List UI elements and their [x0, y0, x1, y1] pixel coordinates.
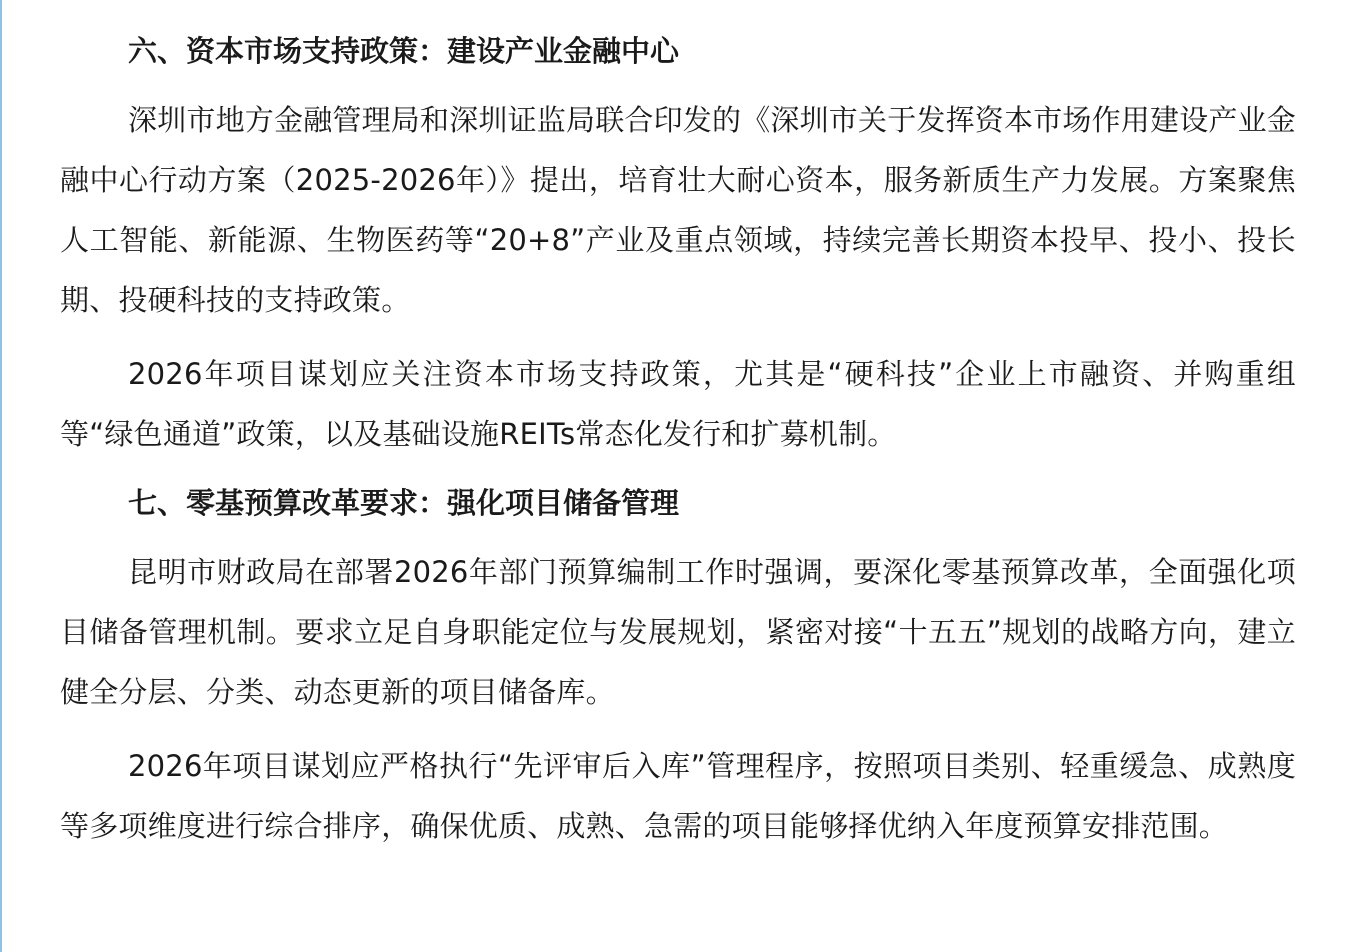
- paragraph-project-review: 2026年项目谋划应严格执行“先评审后入库”管理程序，按照项目类别、轻重缓急、成熟度等多项维度进行综合排序，确保优质、成熟、急需的项目能够择优纳入年度预算安排范围。: [60, 749, 1296, 843]
- article-body: [60, 26, 1296, 870]
- paragraph-budget-reform: 昆明市财政局在部署2026年部门预算编制工作时强调，要深化零基预算改革，全面强化项目储备管理机制。要求立足自身职能定位与发展规划，紧密对接“十五五”规划的战略方向，建立健全分层、分类、动态更新的项目储备库。: [60, 555, 1296, 709]
- section-heading-zero-based-budget: 七、零基预算改革要求：强化项目储备管理: [128, 486, 680, 520]
- section-heading-capital-market: 六、资本市场支持政策：建设产业金融中心: [128, 34, 680, 68]
- paragraph-action-plan: 深圳市地方金融管理局和深圳证监局联合印发的《深圳市关于发挥资本市场作用建设产业金融中心行动方案（2025-2026年）》提出，培育壮大耐心资本，服务新质生产力发展。方案聚焦人工智能、新能源、生物医药等“20+8”产业及重点领域，持续完善长期资本投早、投小、投长期、投硬科技的支持政策。: [60, 103, 1297, 317]
- paragraph-capital-policy-focus: 2026年项目谋划应关注资本市场支持政策，尤其是“硬科技”企业上市融资、并购重组等“绿色通道”政策，以及基础设施REITs常态化发行和扩募机制。: [60, 357, 1296, 451]
- left-border-rule: [0, 0, 2, 952]
